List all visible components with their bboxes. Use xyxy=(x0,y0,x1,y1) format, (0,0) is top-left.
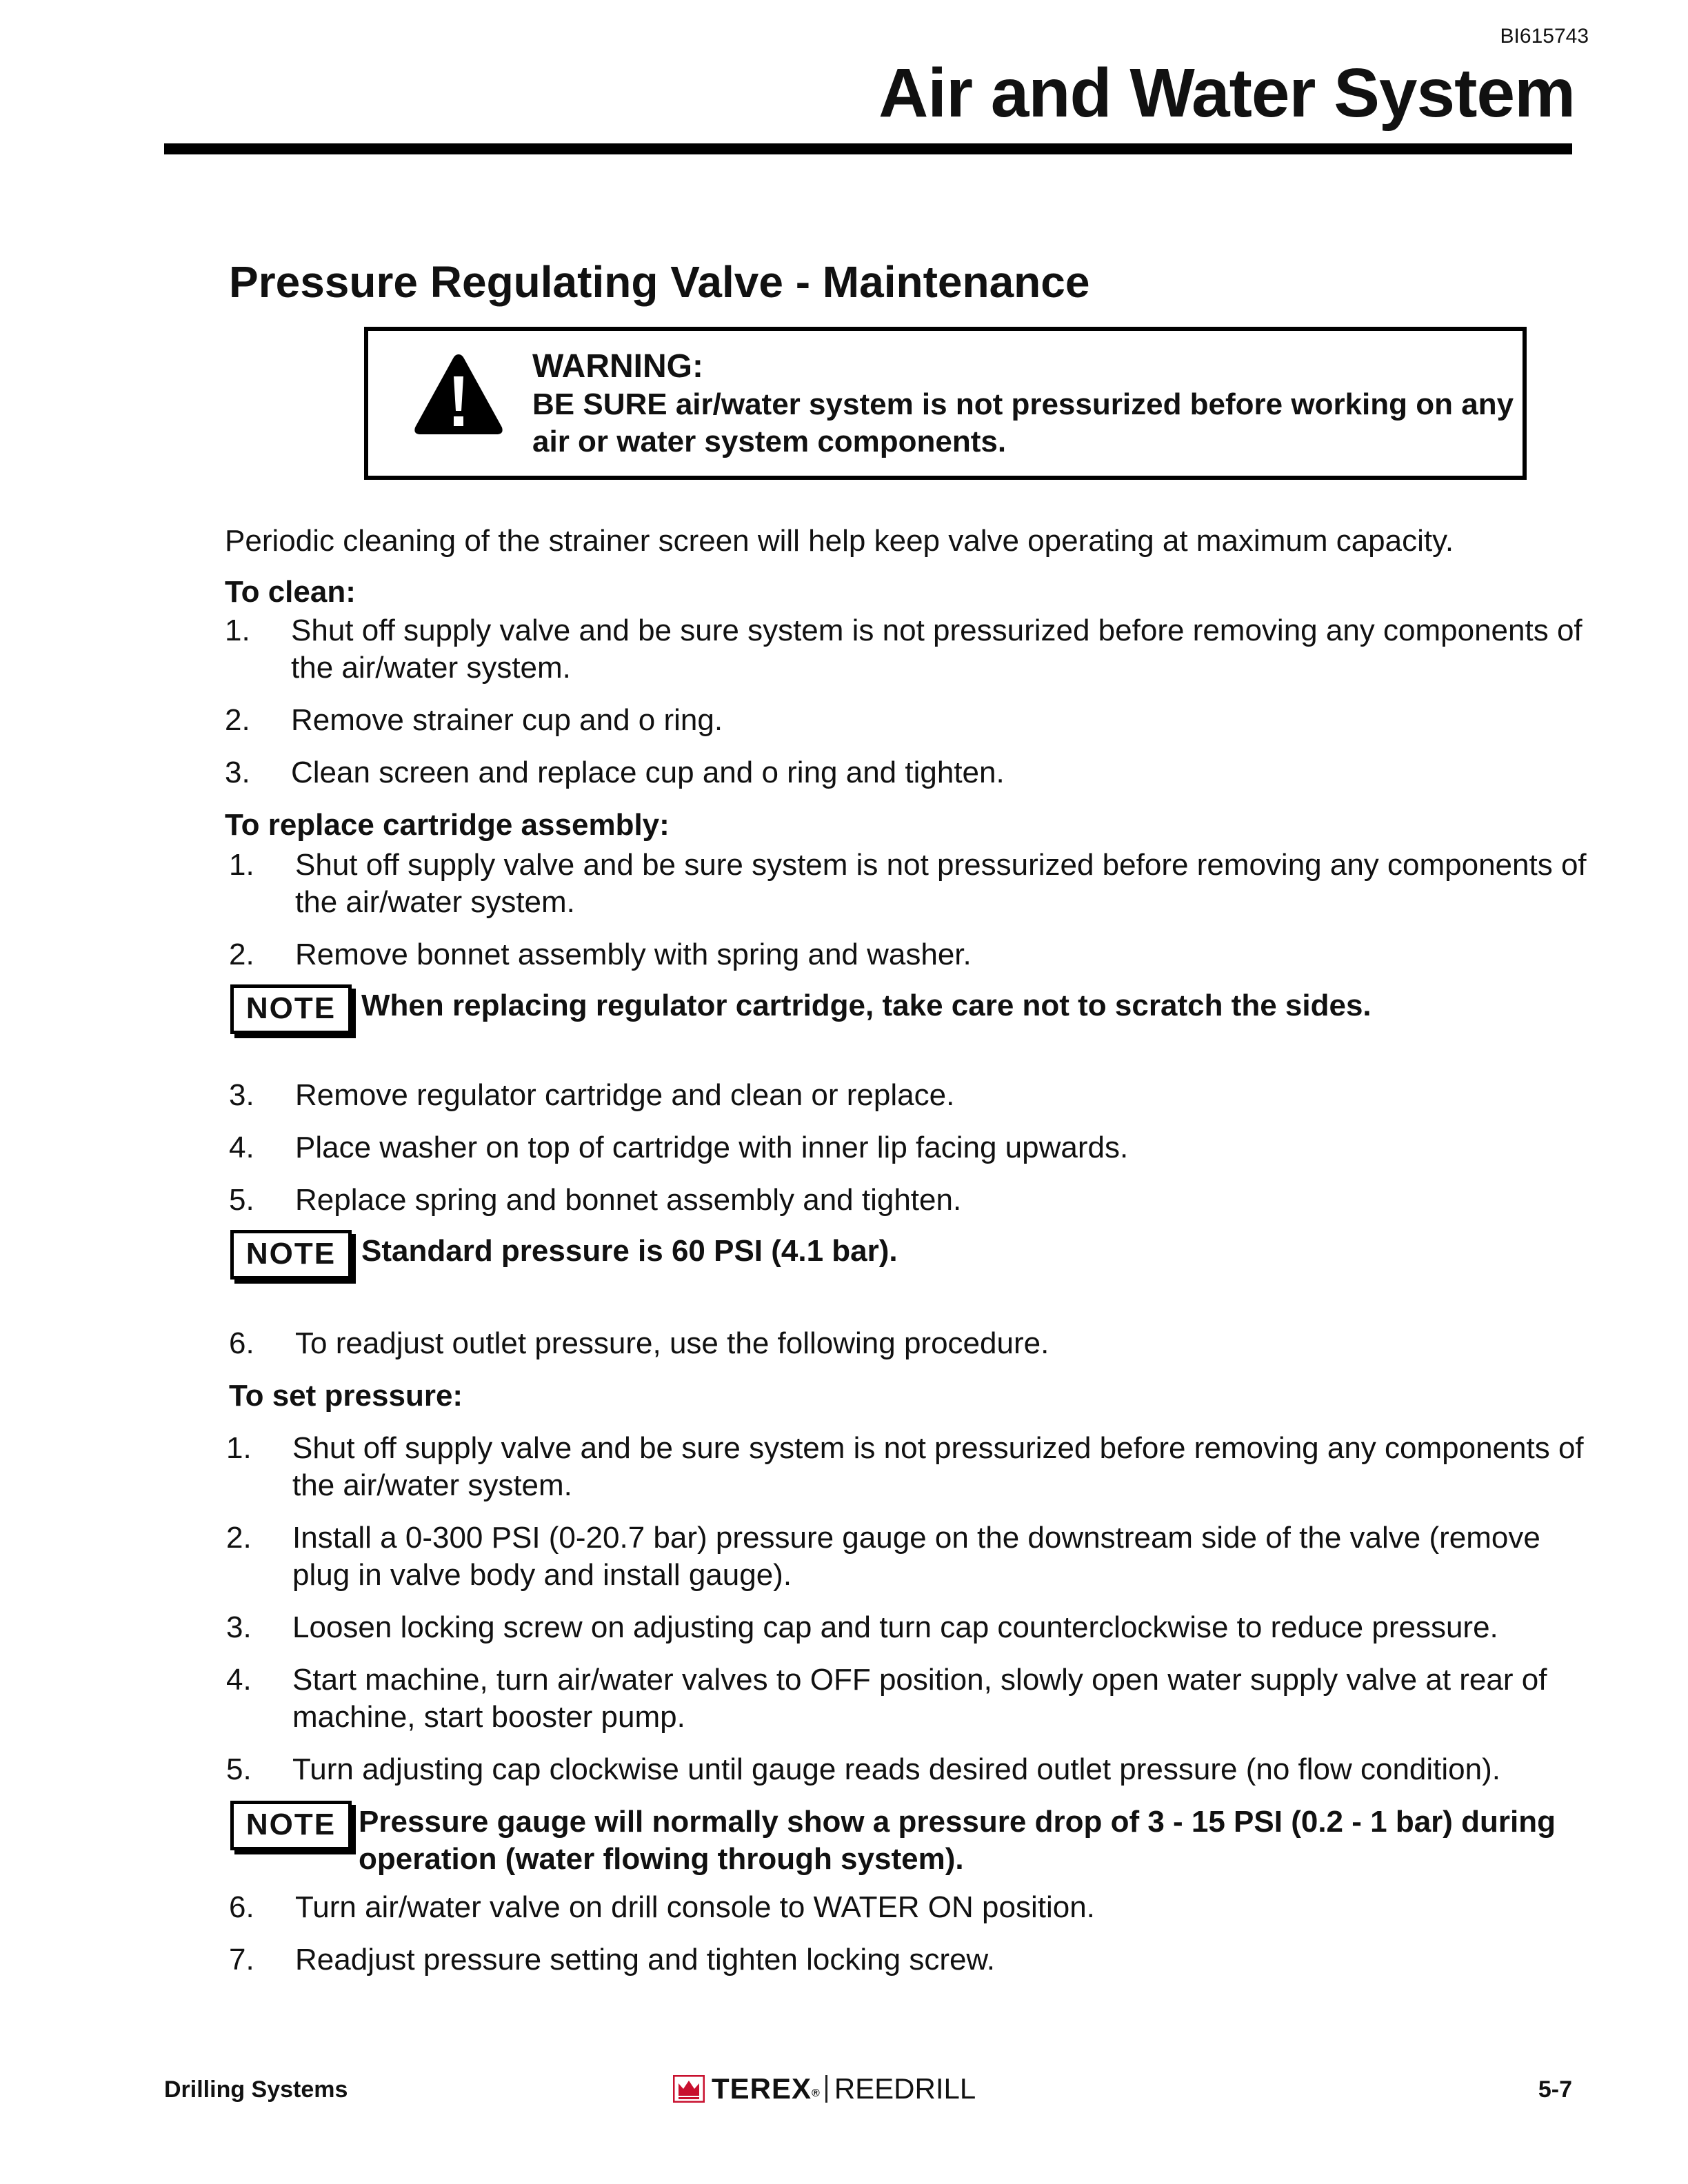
step-number: 1. xyxy=(225,614,250,647)
step-text: Shut off supply valve and be sure system is not pressurized before removing any components of the air/water system. xyxy=(292,1431,1584,1502)
step-text: Shut off supply valve and be sure system is not pressurized before removing any components of the air/water system. xyxy=(291,614,1582,685)
step-text: Start machine, turn air/water valves to OFF position, slowly open water supply valve at rear of machine, start booster pump. xyxy=(292,1663,1547,1734)
step-text: Loosen locking screw on adjusting cap and turn cap counterclockwise to reduce pressure. xyxy=(292,1610,1498,1644)
note-badge: NOTE xyxy=(230,1230,352,1280)
step-number: 2. xyxy=(225,703,250,737)
step-text: Remove bonnet assembly with spring and washer. xyxy=(295,938,972,971)
section-heading: Pressure Regulating Valve - Maintenance xyxy=(229,257,1090,307)
step-number: 4. xyxy=(226,1663,252,1697)
page-number: 5-7 xyxy=(1538,2076,1572,2103)
step-number: 3. xyxy=(225,756,250,789)
to-clean-heading: To clean: xyxy=(225,575,356,609)
brand-trademark: ® xyxy=(812,2087,820,2099)
step-number: 2. xyxy=(226,1521,252,1555)
note-text: Standard pressure is 60 PSI (4.1 bar). xyxy=(361,1234,898,1268)
step-number: 7. xyxy=(229,1943,254,1976)
step-number: 2. xyxy=(229,938,254,971)
footer-section-name: Drilling Systems xyxy=(164,2076,348,2103)
intro-paragraph: Periodic cleaning of the strainer screen will help keep valve operating at maximum capacity. xyxy=(225,524,1454,558)
step-text: Remove regulator cartridge and clean or replace. xyxy=(295,1078,955,1112)
step-text: Turn air/water valve on drill console to WATER ON position. xyxy=(295,1890,1095,1924)
step-text: To readjust outlet pressure, use the following procedure. xyxy=(295,1326,1049,1360)
warning-label: WARNING: xyxy=(532,348,703,385)
step-number: 5. xyxy=(229,1183,254,1217)
terex-reedrill-logo xyxy=(673,2068,976,2110)
step-text: Place washer on top of cartridge with inner lip facing upwards. xyxy=(295,1131,1129,1164)
brand-separator xyxy=(825,2075,827,2103)
title-rule xyxy=(164,143,1572,154)
step-text: Remove strainer cup and o ring. xyxy=(291,703,723,737)
step-text: Shut off supply valve and be sure system is not pressurized before removing any components of the air/water system. xyxy=(295,848,1587,919)
warning-triangle-icon xyxy=(412,352,505,437)
warning-text: BE SURE air/water system is not pressurized before working on any air or water system components. xyxy=(532,387,1514,458)
note-badge: NOTE xyxy=(230,1801,352,1850)
step-text: Readjust pressure setting and tighten locking screw. xyxy=(295,1943,996,1976)
note-badge: NOTE xyxy=(230,984,352,1034)
document-id: BI615743 xyxy=(1500,25,1589,48)
note-text: When replacing regulator cartridge, take care not to scratch the sides. xyxy=(361,989,1372,1022)
step-text: Replace spring and bonnet assembly and tighten. xyxy=(295,1183,962,1217)
step-number: 1. xyxy=(229,848,254,882)
terex-crown-icon xyxy=(673,2075,705,2103)
step-number: 3. xyxy=(229,1078,254,1112)
chapter-title: Air and Water System xyxy=(878,54,1575,132)
brand-reedrill: REEDRILL xyxy=(834,2072,976,2105)
warning-box xyxy=(364,327,1527,480)
step-number: 1. xyxy=(226,1431,252,1465)
step-number: 4. xyxy=(229,1131,254,1164)
step-number: 3. xyxy=(226,1610,252,1644)
step-number: 5. xyxy=(226,1752,252,1786)
step-text: Turn adjusting cap clockwise until gauge reads desired outlet pressure (no flow condition). xyxy=(292,1752,1500,1786)
brand-terex: TEREX xyxy=(712,2072,812,2105)
step-text: Clean screen and replace cup and o ring and tighten. xyxy=(291,756,1005,789)
step-number: 6. xyxy=(229,1890,254,1924)
replace-cartridge-heading: To replace cartridge assembly: xyxy=(225,808,670,842)
note-text: Pressure gauge will normally show a pressure drop of 3 - 15 PSI (0.2 - 1 bar) during operation (water flowing through system). xyxy=(359,1805,1556,1876)
step-number: 6. xyxy=(229,1326,254,1360)
set-pressure-heading: To set pressure: xyxy=(229,1379,463,1413)
step-text: Install a 0-300 PSI (0-20.7 bar) pressure gauge on the downstream side of the valve (remove plug in valve body and install gauge). xyxy=(292,1521,1540,1592)
